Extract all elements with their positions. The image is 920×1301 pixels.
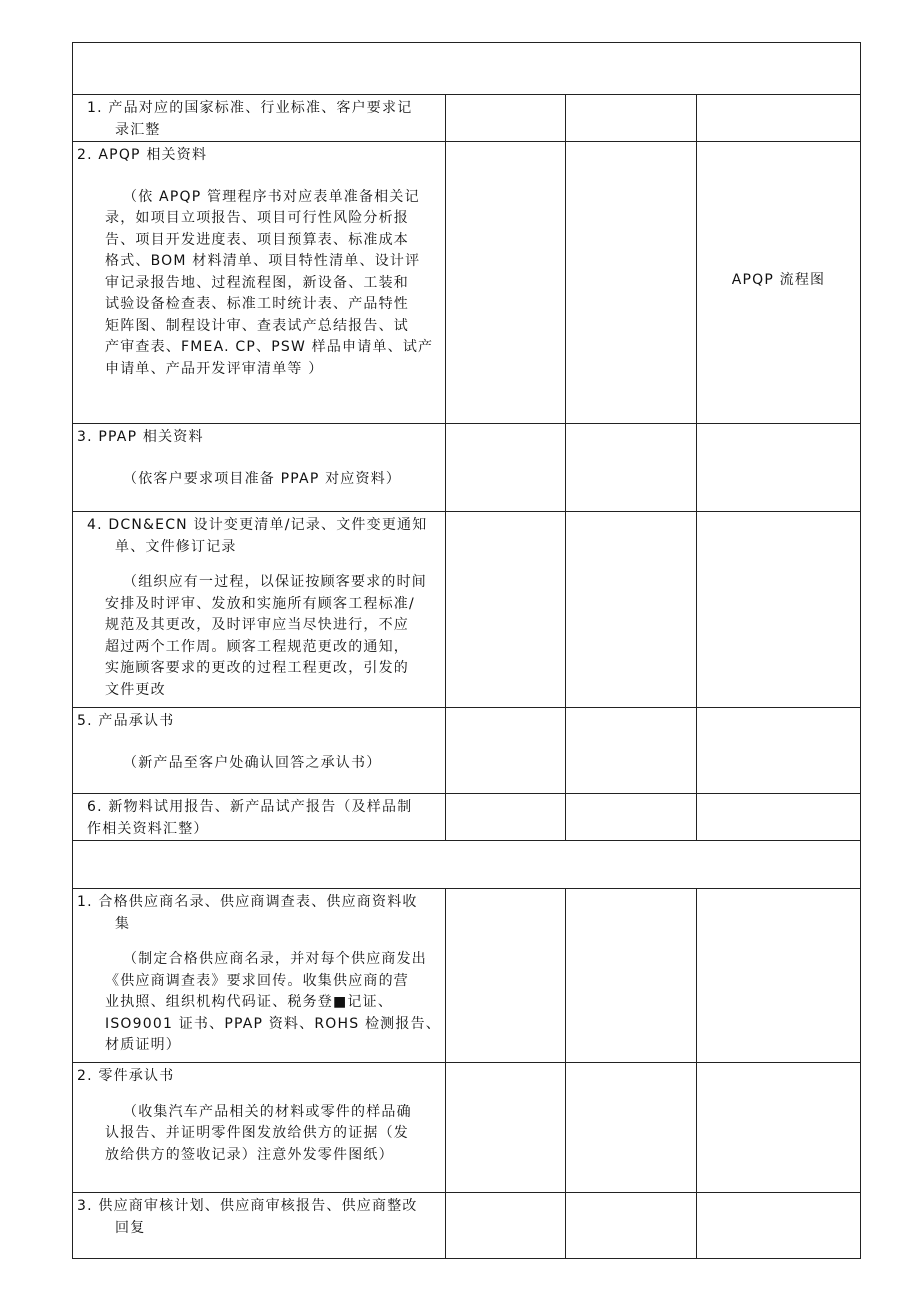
item-cell [73,794,446,841]
item-title: 3. 供应商审核计划、供应商审核报告、供应商整改 [77,1198,418,1214]
table-row [73,142,861,424]
note-line: （新产品至客户处确认回答之承认书） [123,754,382,771]
item-cell [73,1193,446,1259]
item-title: 录汇整 [115,121,161,138]
item-title: 2. APQP 相关资料 [77,147,208,163]
note-line: 矩阵图、制程设计审、查表试产总结报告、试 [105,317,409,334]
item-cell [73,424,446,512]
note-line: 告、项目开发进度表、项目预算表、标准成本 [105,231,409,248]
item-cell [73,512,446,708]
item-cell [73,142,446,424]
blank-cell [697,1063,861,1193]
note-line: ISO9001 证书、PPAP 资料、ROHS 检测报告、 [105,1015,441,1032]
note-line: 审记录报告地、过程流程图，新设备、工装和 [105,274,409,291]
table-row [73,889,861,1063]
item-title: 回复 [115,1219,146,1236]
note-line: 超过两个工作周。顾客工程规范更改的通知， [105,638,409,655]
item-title: 集 [115,915,131,932]
item-title: 2. 零件承认书 [77,1068,175,1084]
section-header-row [73,841,861,889]
note-line: 放给供方的签收记录）注意外发零件图纸） [105,1146,394,1163]
item-note [77,1102,433,1167]
item-note [77,753,433,775]
note-line: （制定合格供应商名录，并对每个供应商发出 [123,951,427,967]
blank-cell [566,142,697,424]
table-row [73,512,861,708]
blank-cell [566,1193,697,1259]
table-row [73,1193,861,1259]
section-header-cell [73,841,861,889]
note-line: 材质证明） [105,1037,181,1053]
note-line: 格式、BOM 材料清单、项目特性清单、设计评 [105,253,421,269]
blank-cell [697,95,861,142]
table-row [73,794,861,841]
blank-cell [446,512,566,708]
item-title: 1. 产品对应的国家标准、行业标准、客户要求记 [87,100,413,116]
item-note [77,469,433,491]
item-note [77,187,433,381]
note-line: 实施顾客要求的更改的过程工程更改，引发的 [105,660,409,676]
blank-cell [446,708,566,794]
blank-cell [566,1063,697,1193]
note-line: 文件更改 [105,681,166,698]
note-line: （依 APQP 管理程序书对应表单准备相关记 [123,188,420,205]
item-note [77,572,433,701]
blank-cell [446,95,566,142]
item-title: 5. 产品承认书 [77,713,175,729]
blank-cell [566,95,697,142]
note-line: 《供应商调查表》要求回传。收集供应商的营 [105,972,409,989]
item-cell [73,1063,446,1193]
blank-cell [697,1193,861,1259]
note-line: （收集汽车产品相关的材料或零件的样品确 [123,1103,412,1120]
table-row [73,708,861,794]
item-cell [73,95,446,142]
note-line: 试验设备检查表、标准工时统计表、产品特性 [105,296,409,312]
item-title: 4. DCN&ECN 设计变更清单/记录、文件变更通知 [87,517,428,533]
blank-cell [566,708,697,794]
blank-cell [566,794,697,841]
blank-cell [697,889,861,1063]
blank-cell [566,512,697,708]
item-cell [73,708,446,794]
note-line: 规范及其更改，及时评审应当尽快进行，不应 [105,617,409,633]
item-title: 作相关资料汇整） [87,820,209,837]
table-row [73,1063,861,1193]
note-line: 业执照、组织机构代码证、税务登■记证、 [105,994,394,1010]
note-line: 安排及时评审、发放和实施所有顾客工程标准/ [105,595,415,612]
flowchart-cell [697,142,861,424]
section-header-row [73,43,861,95]
table-row [73,424,861,512]
item-title: 3. PPAP 相关资料 [77,429,204,445]
note-line: （组织应有一过程，以保证按顾客要求的时间 [123,574,427,590]
blank-cell [446,1193,566,1259]
apqp-flowchart-label: APQP 流程图 [731,272,826,288]
blank-cell [697,424,861,512]
table-row [73,95,861,142]
blank-cell [697,708,861,794]
blank-cell [446,424,566,512]
blank-cell [446,794,566,841]
item-cell [73,889,446,1063]
blank-cell [566,889,697,1063]
blank-cell [566,424,697,512]
blank-cell [446,142,566,424]
note-line: 产审查表、FMEA. CP、PSW 样品申请单、试产 [105,339,434,355]
note-line: （依客户要求项目准备 PPAP 对应资料） [123,470,402,487]
note-line: 认报告、并证明零件图发放给供方的证据（发 [105,1125,409,1141]
item-title: 6. 新物料试用报告、新产品试产报告（及样品制 [87,799,413,815]
item-title: 1. 合格供应商名录、供应商调查表、供应商资料收 [77,894,418,910]
blank-cell [446,1063,566,1193]
note-line: 录，如项目立项报告、项目可行性风险分析报 [105,210,409,226]
blank-cell [697,794,861,841]
section-header-cell [73,43,861,95]
item-title: 单、文件修订记录 [115,538,237,555]
note-line: 申请单、产品开发评审清单等 ） [105,360,324,377]
blank-cell [446,889,566,1063]
blank-cell [697,512,861,708]
document-table [72,42,861,1259]
item-note [77,949,441,1057]
